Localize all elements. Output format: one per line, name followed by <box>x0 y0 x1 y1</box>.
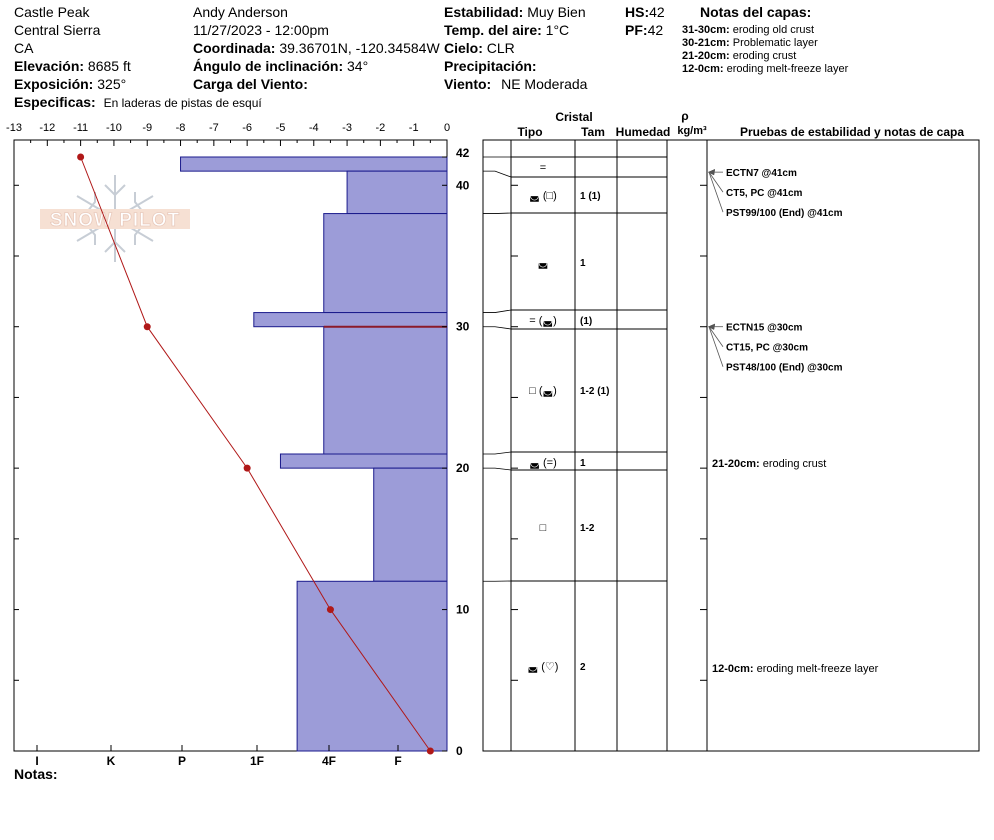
hardness-bar <box>324 327 447 454</box>
header-rho: ρ <box>681 109 689 123</box>
layer-comment-text: eroding crust <box>762 458 827 471</box>
temp-tick-label: -6 <box>242 122 253 134</box>
hardness-bar <box>374 468 447 581</box>
stability-test: PST48/100 (End) @30cm <box>726 362 843 374</box>
temperature-point <box>77 154 84 161</box>
crystal-size: 1-2 <box>580 523 595 534</box>
hardness-bar <box>347 171 447 213</box>
crystal-size: 1 <box>580 258 586 269</box>
coord-label: Coordinada: <box>193 40 276 56</box>
temp-tick-label: -8 <box>175 122 186 134</box>
wind-value: NE Moderada <box>501 76 588 92</box>
depth-tick-label: 30 <box>456 319 470 334</box>
aspect-label: Exposición: <box>14 76 94 92</box>
temp-tick-label: -13 <box>6 122 22 134</box>
slope-value: 34° <box>347 58 369 74</box>
crystal-size: 2 <box>580 662 586 673</box>
test-arrow <box>709 327 723 347</box>
depth-tick-label: 20 <box>456 461 470 476</box>
sky-label: Cielo: <box>444 40 483 56</box>
crystal-size: 1 (1) <box>580 191 601 202</box>
air-temp-label: Temp. del aire: <box>444 22 542 38</box>
hardness-bar <box>254 313 447 327</box>
hardness-bar <box>280 454 447 468</box>
depth-connector <box>483 452 511 454</box>
crystal-type: ◛ <box>537 257 549 269</box>
coord-value: 39.36701N, -120.34584W <box>279 40 440 56</box>
temperature-point <box>244 465 251 472</box>
layer-comment-text: eroding melt-freeze layer <box>756 663 879 676</box>
depth-connector <box>483 310 511 313</box>
location: Castle Peak <box>14 4 90 20</box>
layer-note-text: Problematic layer <box>732 37 818 49</box>
stability-value: Muy Bien <box>527 4 586 20</box>
test-arrowhead <box>708 169 715 175</box>
header-tam: Tam <box>581 125 605 139</box>
depth-connector <box>483 171 511 177</box>
test-arrow <box>709 172 723 192</box>
temp-tick-label: -12 <box>39 122 56 134</box>
wind-label: Viento: <box>444 76 492 92</box>
temp-tick-label: -5 <box>275 122 286 134</box>
temperature-point <box>427 748 434 755</box>
temp-tick-label: -11 <box>73 122 89 134</box>
temp-tick-label: -1 <box>408 122 419 134</box>
layer-comment <box>712 458 826 470</box>
header-humedad: Humedad <box>615 125 671 139</box>
test-arrowhead <box>708 324 715 330</box>
depth-tick-label: 40 <box>456 178 470 193</box>
observer: Andy Anderson <box>193 4 288 20</box>
specifics-value: En laderas de pistas de esquí <box>103 96 262 110</box>
temp-tick-label: -2 <box>375 122 386 134</box>
header-tests: Pruebas de estabilidad y notas de capa <box>739 125 965 139</box>
hs-label: HS: <box>625 4 650 20</box>
crystal-type: □ <box>539 522 547 534</box>
layer-comment-range: 21-20cm: <box>712 458 763 471</box>
hardness-label: I <box>35 754 39 768</box>
layer-notes-title: Notas del capas: <box>700 4 812 20</box>
hardness-bar <box>324 214 447 313</box>
crystal-type: □ (◛) <box>529 385 557 397</box>
hardness-label: F <box>394 754 402 768</box>
depth-connector <box>483 213 511 214</box>
crystal-size: 1-2 (1) <box>580 386 610 397</box>
layer-note-text: eroding melt-freeze layer <box>726 63 849 75</box>
layer-note-range: 30-21cm: <box>682 37 730 49</box>
header-rho-unit: kg/m³ <box>677 125 707 137</box>
temp-tick-label: 0 <box>443 122 451 134</box>
region: Central Sierra <box>14 22 101 38</box>
hardness-label: 1F <box>249 754 265 768</box>
elevation-label: Elevación: <box>14 58 85 74</box>
layer-table <box>483 109 979 751</box>
stability-label: Estabilidad: <box>444 4 524 20</box>
snowpilot-logo <box>40 175 190 262</box>
crystal-type: ◛ (=) <box>529 457 557 469</box>
state: CA <box>14 40 34 56</box>
precip-label: Precipitación: <box>444 58 537 74</box>
layer-note-range: 31-30cm: <box>682 24 730 36</box>
specifics-label: Especificas: <box>14 94 96 110</box>
notes-label: Notas: <box>14 766 58 782</box>
logo-text: SNOW PILOT <box>49 210 181 231</box>
hardness-bar <box>181 157 447 171</box>
crystal-type: ◛ (□) <box>529 190 557 202</box>
hardness-label: 4F <box>321 754 337 768</box>
layer-note-range: 21-20cm: <box>682 50 730 62</box>
temp-tick-label: -4 <box>308 122 319 134</box>
wind-load-label: Carga del Viento: <box>193 76 308 92</box>
temperature-point <box>327 606 334 613</box>
layer-note-range: 12-0cm: <box>682 63 724 75</box>
crystal-size: 1 <box>580 458 586 469</box>
hardness-label: K <box>106 754 116 768</box>
test-arrow <box>709 327 723 367</box>
layer-comment <box>712 663 879 675</box>
air-temp-value: 1°C <box>545 22 570 38</box>
crystal-type: = (◛) <box>529 315 557 327</box>
datetime: 11/27/2023 - 12:00pm <box>193 22 329 38</box>
depth-tick-label: 10 <box>456 602 470 617</box>
temp-tick-label: -7 <box>208 122 219 134</box>
crystal-size: (1) <box>580 316 593 327</box>
elevation-value: 8685 ft <box>87 58 131 74</box>
crystal-type: = <box>539 162 547 174</box>
test-arrow <box>709 172 723 212</box>
stability-test: ECTN15 @30cm <box>726 322 803 334</box>
layer-note-text: eroding crust <box>732 50 797 62</box>
stability-test: PST99/100 (End) @41cm <box>726 208 843 220</box>
stability-test: CT5, PC @41cm <box>726 188 803 200</box>
header-cristal: Cristal <box>555 110 593 124</box>
temp-tick-label: -10 <box>105 122 122 134</box>
temperature-point <box>144 323 151 330</box>
hardness-bar <box>297 581 447 751</box>
depth-tick-label: 0 <box>456 744 463 758</box>
pf-value: 42 <box>647 22 664 38</box>
crystal-type: ◛ (♡) <box>527 661 559 673</box>
header-tipo: Tipo <box>517 125 543 139</box>
slope-label: Ángulo de inclinación: <box>193 58 344 74</box>
temp-tick-label: -9 <box>142 122 153 134</box>
stability-test: ECTN7 @41cm <box>726 168 797 180</box>
aspect-value: 325° <box>97 76 127 92</box>
layer-note-text: eroding old crust <box>732 24 815 36</box>
pf-label: PF: <box>625 22 648 38</box>
depth-tick-label: 42 <box>456 146 470 160</box>
temp-tick-label: -3 <box>342 122 352 134</box>
stability-test: CT15, PC @30cm <box>726 342 809 354</box>
layer-comment-range: 12-0cm: <box>712 663 757 676</box>
hs-value: 42 <box>649 4 665 20</box>
table-frame <box>483 140 979 751</box>
depth-connector <box>483 327 511 329</box>
depth-connector <box>483 468 511 470</box>
hardness-label: P <box>177 754 187 768</box>
sky-value: CLR <box>486 40 515 56</box>
